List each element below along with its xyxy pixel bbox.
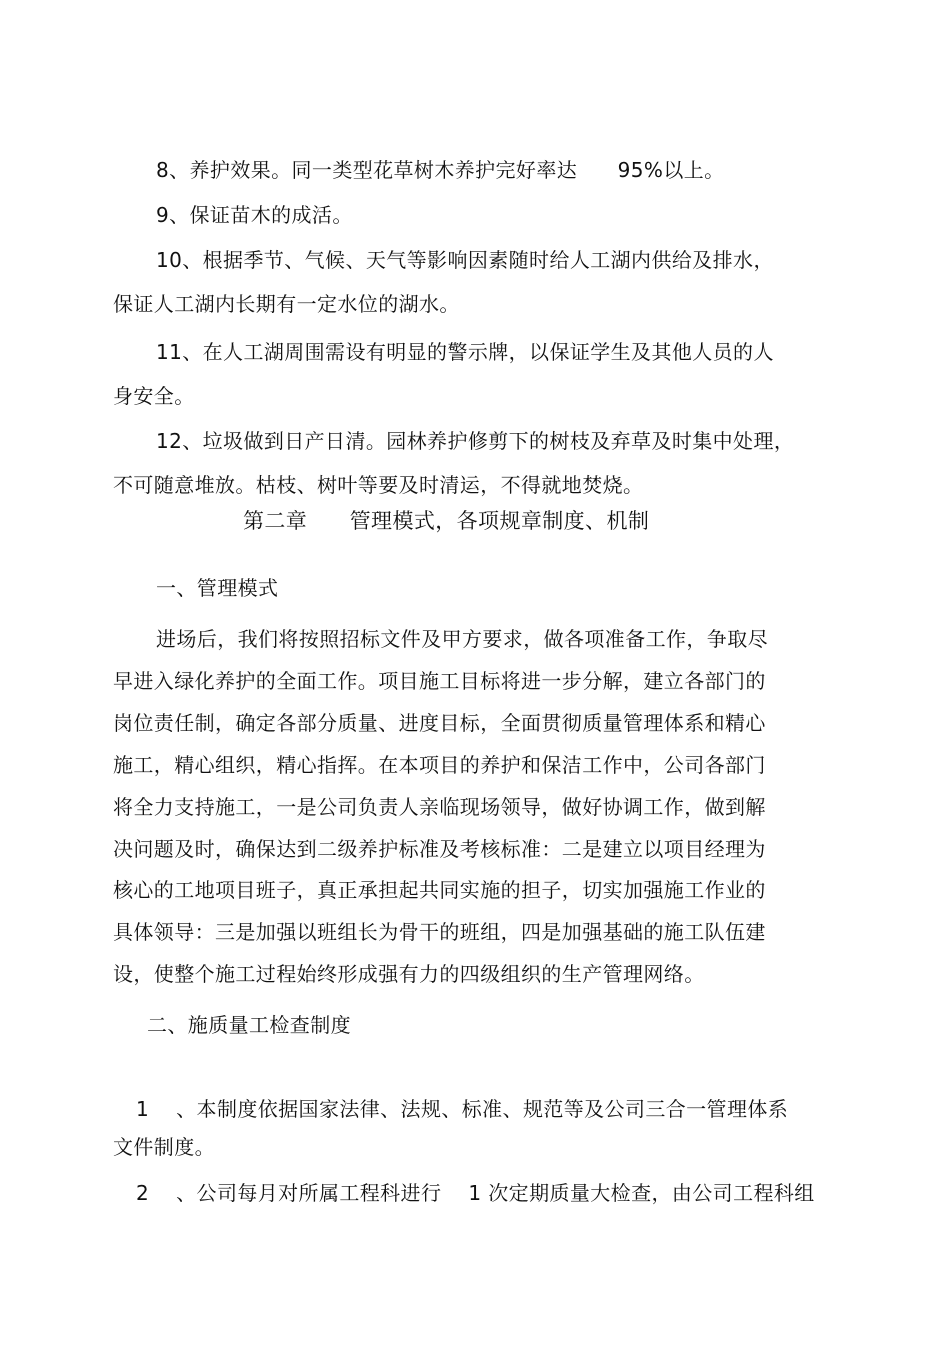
section-2-item-2-line-1: 2 、公司每月对所属工程科进行 1 次定期质量大检查，由公司工程科组 bbox=[136, 1181, 815, 1205]
section-1-heading: 一、管理模式 bbox=[156, 576, 279, 600]
item-11-line-2: 身安全。 bbox=[113, 384, 195, 408]
item-10-line-1: 10、根据季节、气候、天气等影响因素随时给人工湖内供给及排水， bbox=[156, 248, 774, 272]
section-1-line: 核心的工地项目班子，真正承担起共同实施的担子，切实加强施工作业的 bbox=[113, 878, 766, 902]
section-1-line: 早进入绿化养护的全面工作。项目施工目标将进一步分解，建立各部门的 bbox=[113, 669, 766, 693]
section-2-heading: 二、施质量工检查制度 bbox=[147, 1013, 351, 1037]
section-1-line: 岗位责任制，确定各部分质量、进度目标，全面贯彻质量管理体系和精心 bbox=[113, 711, 766, 735]
section-1-line: 设，使整个施工过程始终形成强有力的四级组织的生产管理网络。 bbox=[113, 962, 705, 986]
section-1-line: 进场后，我们将按照招标文件及甲方要求，做各项准备工作，争取尽 bbox=[156, 627, 768, 651]
item-8: 8、养护效果。同一类型花草树木养护完好率达 95%以上。 bbox=[156, 158, 725, 182]
chapter-title: 第二章 管理模式，各项规章制度、机制 bbox=[243, 509, 650, 533]
section-2-item-1-line-2: 文件制度。 bbox=[113, 1135, 215, 1159]
item-9: 9、保证苗木的成活。 bbox=[156, 203, 353, 227]
section-1-line: 决问题及时，确保达到二级养护标准及考核标准：二是建立以项目经理为 bbox=[113, 837, 766, 861]
section-1-line: 施工，精心组织，精心指挥。在本项目的养护和保洁工作中，公司各部门 bbox=[113, 753, 766, 777]
item-10-line-2: 保证人工湖内长期有一定水位的湖水。 bbox=[113, 292, 460, 316]
section-1-line: 具体领导：三是加强以班组长为骨干的班组，四是加强基础的施工队伍建 bbox=[113, 920, 766, 944]
section-2-item-1-line-1: 1 、本制度依据国家法律、法规、标准、规范等及公司三合一管理体系 bbox=[136, 1097, 789, 1121]
item-11-line-1: 11、在人工湖周围需设有明显的警示牌，以保证学生及其他人员的人 bbox=[156, 340, 774, 364]
item-12-line-1: 12、垃圾做到日产日清。园林养护修剪下的树枝及弃草及时集中处理， bbox=[156, 429, 795, 453]
section-1-line: 将全力支持施工，一是公司负责人亲临现场领导，做好协调工作，做到解 bbox=[113, 795, 766, 819]
item-12-line-2: 不可随意堆放。枯枝、树叶等要及时清运，不得就地焚烧。 bbox=[113, 473, 644, 497]
